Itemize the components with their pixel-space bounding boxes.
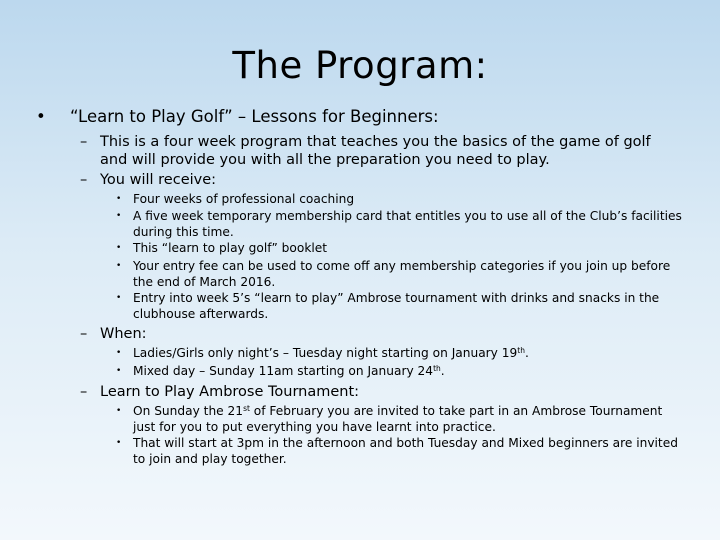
superscript: th [517,346,525,355]
list-item [116,192,682,208]
receive-item-text: Four weeks of professional coaching [133,192,355,206]
receive-item-text: This “learn to play golf” booklet [133,241,328,255]
superscript: st [243,404,250,413]
ambrose-heading-item [80,383,680,401]
bullet-marker: • [116,406,122,416]
list-item [116,404,682,435]
list-item [116,364,682,380]
dash-marker: – [80,384,88,400]
receive-item-text: Entry into week 5’s “learn to play” Ambrose tournament with drinks and snacks in the clubhouse afterwards. [133,291,660,321]
list-item [116,259,682,290]
dash-marker: – [80,172,88,188]
ambrose-item-text [133,404,682,435]
receive-item-text: Your entry fee can be used to come off any membership categories if you join up before the end of March 2016. [133,259,671,289]
when-item-text [133,364,682,380]
text-part: Ladies/Girls only night’s – Tuesday night starting on January 19 [133,346,518,360]
text-part: . [524,346,529,360]
when-item-text [133,346,682,362]
list-item [116,241,682,257]
bullet-marker: • [116,438,122,448]
ambrose-heading: Learn to Play Ambrose Tournament: [100,384,360,400]
when-heading: When: [100,326,147,342]
list-item [116,209,682,240]
text-part: . [440,364,445,378]
slide-title: The Program: [232,44,488,87]
bullet-marker: • [116,348,122,358]
bullet-marker: • [116,211,122,221]
bullet-marker: • [116,261,122,271]
text-part: On Sunday the 21 [133,404,244,418]
list-item [116,346,682,362]
program-heading: “Learn to Play Golf” – Lessons for Beginners: [70,107,439,126]
ambrose-item-text: That will start at 3pm in the afternoon and both Tuesday and Mixed beginners are invited to join and play together. [133,436,678,466]
text-part: Mixed day – Sunday 11am starting on January 24 [133,364,434,378]
receive-item-text: A five week temporary membership card that entitles you to use all of the Club’s facilities during this time. [133,209,682,239]
dash-marker: – [80,134,88,150]
bullet-marker: • [116,243,122,253]
intro-text: This is a four week program that teaches you the basics of the game of golf and will provide you with all the preparation you need to play. [100,134,651,168]
list-item [116,436,682,467]
receive-heading: You will receive: [100,172,217,188]
intro-item [80,133,680,169]
superscript: th [433,364,441,373]
bullet-marker: • [116,293,122,303]
list-item [116,291,682,322]
bullet-marker: • [116,366,122,376]
when-heading-item [80,325,680,343]
bullet-marker: • [116,194,122,204]
text-part: of February you are invited to take part in an Ambrose Tournament just for you to put everything you have learnt into practice. [133,404,663,434]
dash-marker: – [80,326,88,342]
bullet-marker: • [36,107,46,126]
receive-heading-item [80,171,680,189]
